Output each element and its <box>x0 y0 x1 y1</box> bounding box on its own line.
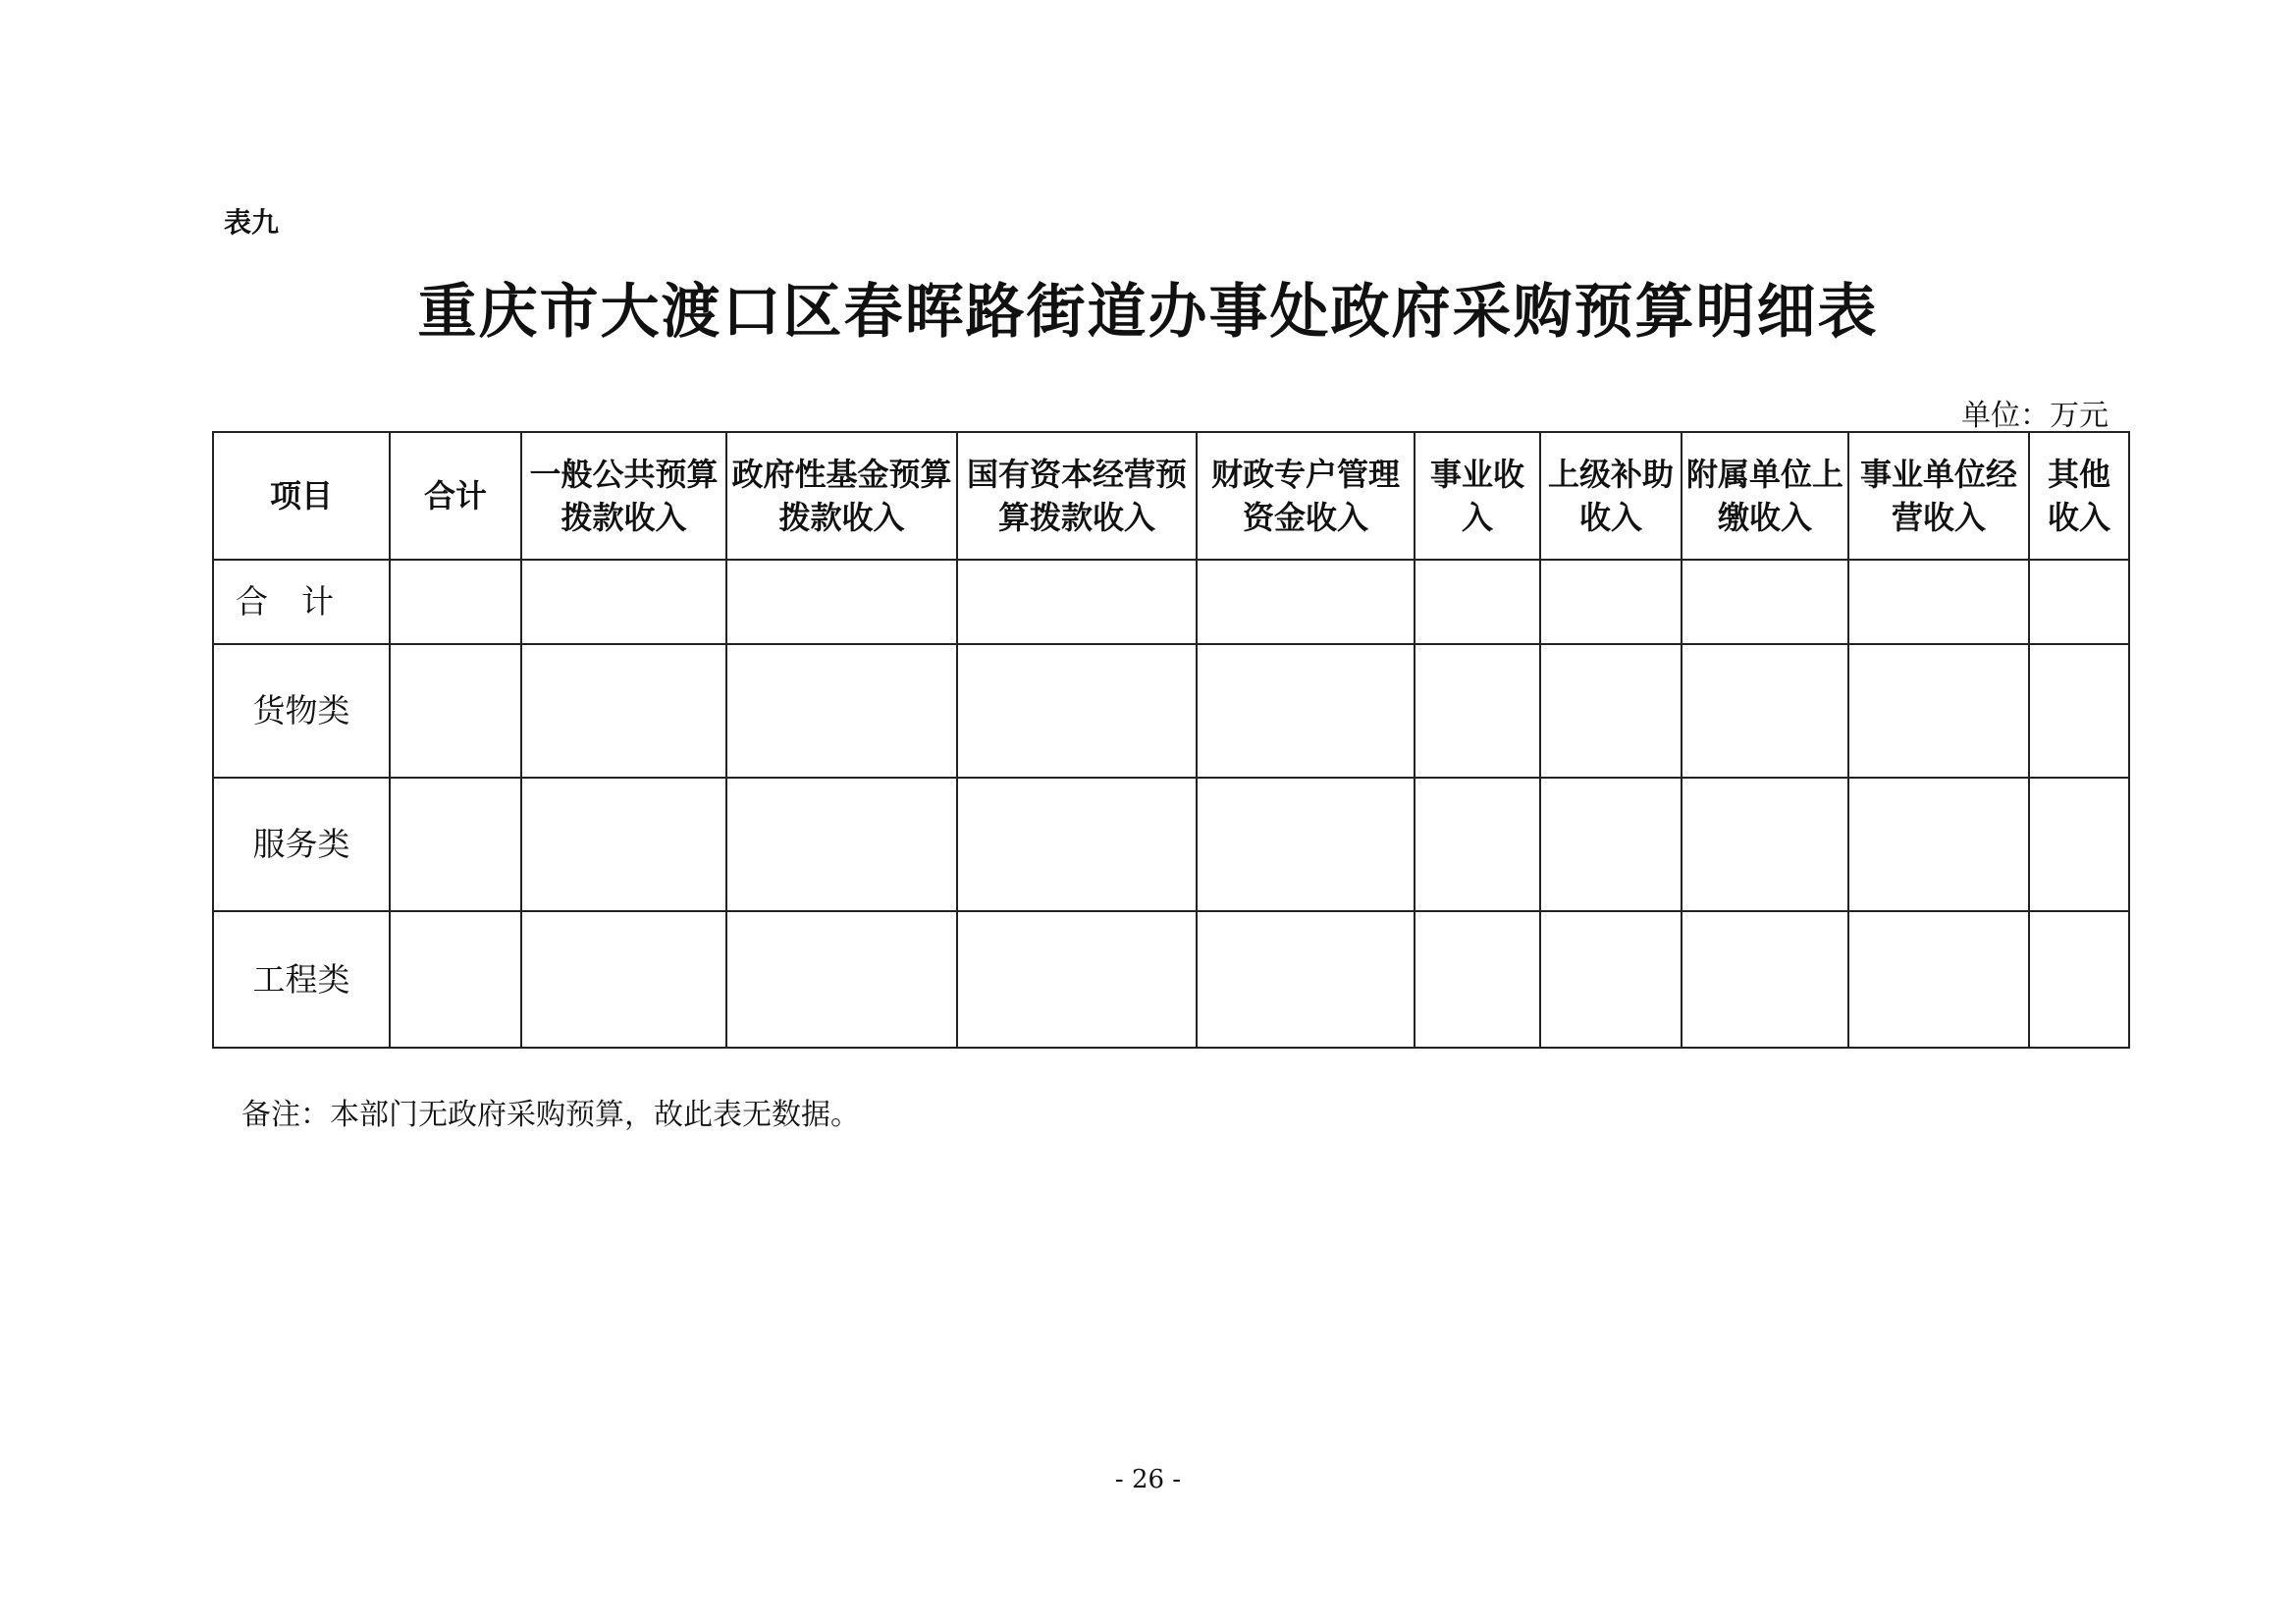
table-row <box>213 644 2129 778</box>
procurement-budget-table <box>212 431 2130 1049</box>
empty-cell <box>957 560 1197 644</box>
empty-cell <box>1415 644 1540 778</box>
empty-cell <box>726 560 957 644</box>
empty-cell <box>1415 560 1540 644</box>
empty-cell <box>1540 911 1682 1048</box>
empty-cell <box>1197 778 1415 911</box>
header-superior-subsidy: 上级补助收入 <box>1540 432 1682 560</box>
empty-cell <box>1682 644 1848 778</box>
empty-cell <box>390 560 521 644</box>
footnote: 备注：本部门无政府采购预算，故此表无数据。 <box>241 1098 860 1132</box>
header-total: 合计 <box>390 432 521 560</box>
empty-cell <box>1848 560 2029 644</box>
empty-cell <box>2029 778 2129 911</box>
empty-cell <box>390 644 521 778</box>
header-general-budget: 一般公共预算拨款收入 <box>521 432 726 560</box>
empty-cell <box>1540 560 1682 644</box>
unit-label: 单位：万元 <box>1961 399 2109 433</box>
empty-cell <box>957 911 1197 1048</box>
empty-cell <box>1197 560 1415 644</box>
header-affiliated-remit: 附属单位上缴收入 <box>1682 432 1848 560</box>
empty-cell <box>521 560 726 644</box>
header-item: 项目 <box>213 432 390 560</box>
empty-cell <box>1540 778 1682 911</box>
header-fiscal-account: 财政专户管理资金收入 <box>1197 432 1415 560</box>
header-operating-income: 事业单位经营收入 <box>1848 432 2029 560</box>
empty-cell <box>726 911 957 1048</box>
header-gov-fund: 政府性基金预算拨款收入 <box>726 432 957 560</box>
empty-cell <box>1682 778 1848 911</box>
row-label-engineering: 工程类 <box>213 911 390 1048</box>
empty-cell <box>390 911 521 1048</box>
empty-cell <box>521 778 726 911</box>
table-row <box>213 778 2129 911</box>
empty-cell <box>726 778 957 911</box>
empty-cell <box>2029 644 2129 778</box>
table-row <box>213 560 2129 644</box>
table-label: 表九 <box>224 206 280 239</box>
header-state-capital: 国有资本经营预算拨款收入 <box>957 432 1197 560</box>
empty-cell <box>1415 778 1540 911</box>
empty-cell <box>1197 644 1415 778</box>
header-other-income: 其他收入 <box>2029 432 2129 560</box>
empty-cell <box>1682 911 1848 1048</box>
empty-cell <box>1415 911 1540 1048</box>
header-row <box>213 432 2129 560</box>
empty-cell <box>1848 778 2029 911</box>
empty-cell <box>521 911 726 1048</box>
table-row <box>213 911 2129 1048</box>
empty-cell <box>2029 560 2129 644</box>
page-number: - 26 - <box>1114 1465 1182 1494</box>
empty-cell <box>1197 911 1415 1048</box>
header-business-income: 事业收入 <box>1415 432 1540 560</box>
empty-cell <box>521 644 726 778</box>
document-title: 重庆市大渡口区春晖路街道办事处政府采购预算明细表 <box>417 278 1879 347</box>
row-label-services: 服务类 <box>213 778 390 911</box>
empty-cell <box>2029 911 2129 1048</box>
empty-cell <box>1848 911 2029 1048</box>
empty-cell <box>1848 644 2029 778</box>
empty-cell <box>1540 644 1682 778</box>
empty-cell <box>726 644 957 778</box>
row-label-total: 合计 <box>213 560 390 644</box>
empty-cell <box>957 644 1197 778</box>
empty-cell <box>390 778 521 911</box>
empty-cell <box>957 778 1197 911</box>
row-label-goods: 货物类 <box>213 644 390 778</box>
empty-cell <box>1682 560 1848 644</box>
